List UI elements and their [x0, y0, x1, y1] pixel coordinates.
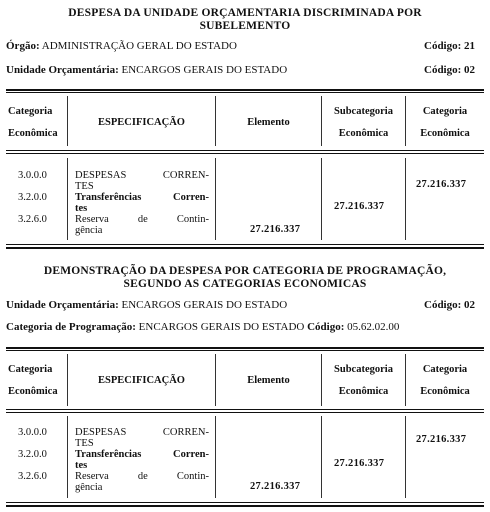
table2-divider: [321, 416, 322, 498]
table-row-code: 3.0.0.0: [18, 427, 47, 438]
table1-divider: [67, 158, 68, 240]
orgao-line: [6, 40, 237, 52]
table-row-spec: DESPESAS CORREN-: [75, 170, 209, 181]
table2-bottom-rule-thin: [6, 502, 484, 503]
table-row-spec: DESPESAS CORREN-: [75, 427, 209, 438]
table2-divider: [215, 416, 216, 498]
table1-divider: [215, 158, 216, 240]
unidade-line: [6, 64, 287, 76]
unidade2-codigo-label: Código:: [424, 299, 462, 311]
section1-title-line1: DESPESA DA UNIDADE ORÇAMENTARIA DISCRIMINADA POR: [68, 7, 422, 19]
categoria-programacao-codigo-value: 05.62.02.00: [347, 321, 400, 333]
table-row-spec: tes: [75, 203, 88, 214]
unidade2-codigo-value: 02: [464, 299, 476, 311]
orgao-value: ADMINISTRAÇÃO GERAL DO ESTADO: [41, 40, 237, 52]
orgao-codigo-value: 21: [464, 40, 476, 52]
table1-bottom-rule: [6, 247, 484, 249]
unidade-codigo-value: 02: [464, 64, 476, 76]
header-categoria: Categoria Econômica: [8, 106, 58, 139]
header-subcategoria: Subcategoria Econômica: [334, 364, 393, 397]
orgao-codigo-label: Código:: [424, 40, 462, 52]
table-row-spec: Transferências Corren-: [75, 449, 209, 460]
section2-title-line2: SEGUNDO AS CATEGORIAS ECONOMICAS: [123, 278, 367, 290]
value-subcategoria: 27.216.337: [334, 201, 385, 212]
categoria-programacao-value: ENCARGOS GERAIS DO ESTADO: [138, 321, 305, 333]
table-row-spec: TES: [75, 181, 94, 192]
table2-top-rule-thin: [6, 350, 484, 351]
table2-bottom-rule: [6, 505, 484, 507]
unidade-label: Unidade Orçamentária:: [6, 64, 119, 76]
table-row-spec: gência: [75, 225, 103, 236]
table2-header-rule: [6, 409, 484, 410]
table2-divider: [67, 416, 68, 498]
table1-header-rule: [6, 150, 484, 151]
unidade-codigo-label: Código:: [424, 64, 462, 76]
header-elemento: Elemento: [247, 375, 290, 386]
value-categoria: 27.216.337: [416, 179, 467, 190]
table-row-spec: Reserva de Contin-: [75, 214, 209, 225]
value-subcategoria: 27.216.337: [334, 458, 385, 469]
unidade2-line: [6, 299, 287, 311]
table-row-spec: Transferências Corren-: [75, 192, 209, 203]
categoria-programacao-line: [6, 321, 399, 333]
header-categoria: Categoria Econômica: [8, 364, 58, 397]
table-row-code: 3.0.0.0: [18, 170, 47, 181]
header-especificacao: ESPECIFICAÇÃO: [98, 375, 185, 386]
table-row-spec: gência: [75, 482, 103, 493]
table1-bottom-rule-thin: [6, 244, 484, 245]
table-row-code: 3.2.6.0: [18, 214, 47, 225]
table-row-spec: tes: [75, 460, 88, 471]
unidade2-label: Unidade Orçamentária:: [6, 299, 119, 311]
value-elemento: 27.216.337: [250, 224, 301, 235]
table2-divider: [405, 416, 406, 498]
categoria-programacao-label: Categoria de Programação:: [6, 321, 136, 333]
header-especificacao: ESPECIFICAÇÃO: [98, 117, 185, 128]
header-subcategoria: Subcategoria Econômica: [334, 106, 393, 139]
table-row-spec: TES: [75, 438, 94, 449]
table1-divider: [405, 158, 406, 240]
header-categoria2: Categoria Econômica: [420, 364, 470, 397]
table-row-code: 3.2.6.0: [18, 471, 47, 482]
unidade2-codigo: [424, 299, 475, 311]
value-elemento: 27.216.337: [250, 481, 301, 492]
orgao-codigo: [424, 40, 475, 52]
table2-header-rule-thin: [6, 412, 484, 413]
table1-top-rule: [6, 89, 484, 91]
value-categoria: 27.216.337: [416, 434, 467, 445]
table-row-code: 3.2.0.0: [18, 192, 47, 203]
section1-title-line2: SUBELEMENTO: [199, 20, 291, 32]
header-elemento: Elemento: [247, 117, 290, 128]
table-row-code: 3.2.0.0: [18, 449, 47, 460]
section2-title-line1: DEMONSTRAÇÃO DA DESPESA POR CATEGORIA DE PROGRAMAÇÃO,: [43, 265, 447, 277]
header-categoria2: Categoria Econômica: [420, 106, 470, 139]
unidade2-value: ENCARGOS GERAIS DO ESTADO: [121, 299, 288, 311]
table1-top-rule-thin: [6, 92, 484, 93]
table1-header-rule-thin: [6, 153, 484, 154]
categoria-programacao-codigo-label: Código:: [307, 321, 345, 333]
table2-top-rule: [6, 347, 484, 349]
table-row-spec: Reserva de Contin-: [75, 471, 209, 482]
table1-divider: [321, 158, 322, 240]
orgao-label: Órgão:: [6, 40, 40, 52]
unidade-codigo: [424, 64, 475, 76]
unidade-value: ENCARGOS GERAIS DO ESTADO: [121, 64, 288, 76]
